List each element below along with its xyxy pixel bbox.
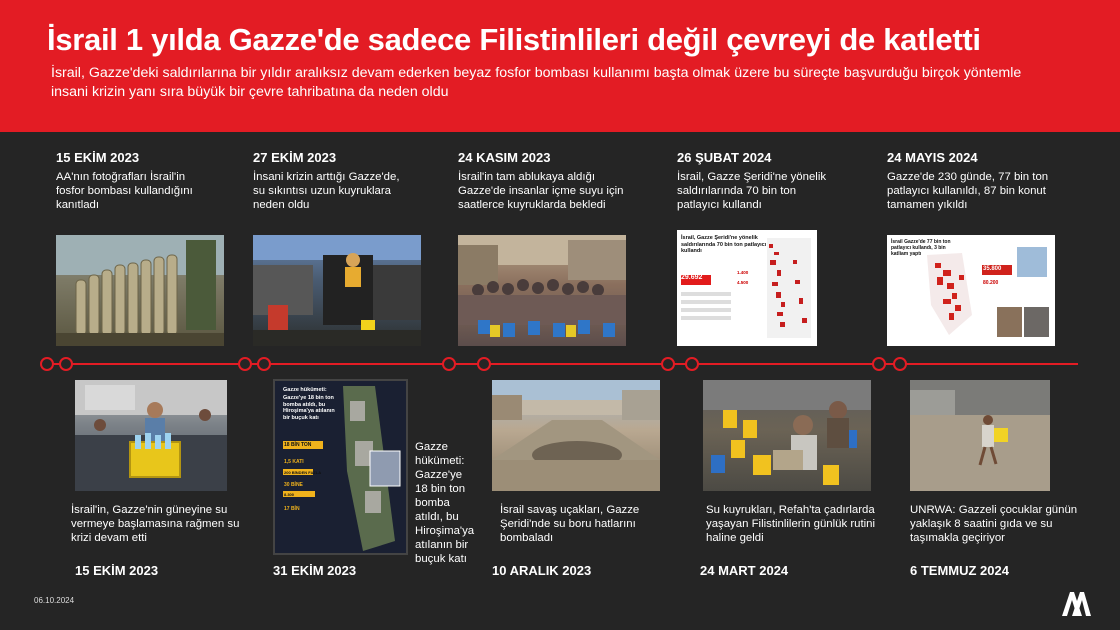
infographic-70k-tons — [677, 230, 817, 346]
event-text: İsrail'in, Gazze'nin güneyine su vermeye başlamasına rağmen su krizi devam etti — [71, 504, 240, 544]
infographic-18k-tons — [273, 379, 408, 555]
infographic-stat: 35.800 — [983, 266, 1002, 272]
infographic-title: İsrail Gazze'de 77 bin ton patlayıcı kullandı, 3 bin katliam yaptı — [891, 239, 951, 257]
infographic-stat: 1.400 — [737, 270, 749, 275]
infographic-stat: 1,5 KATI — [284, 459, 304, 465]
infographic-stat: 17 BİN — [284, 506, 300, 512]
water-crisis-photo — [75, 380, 227, 491]
timeline-dot — [442, 357, 456, 371]
event-text: İsrail'in tam ablukaya aldığı Gazze'de insanlar içme suyu için saatlerce kuyruklarda bekledi — [458, 171, 624, 211]
event-text: Gazze hükümeti: Gazze'ye 18 bin ton bomba atıldı, bu Hiroşima'ya atılanın bir buçuk katı — [415, 441, 475, 565]
timeline-dot — [257, 357, 271, 371]
infographic-headline: Gazze'ye 18 bin ton bomba atıldı, bu Hiroşima'ya atılanın bir buçuk katı — [283, 395, 335, 421]
page-subtitle: İsrail, Gazze'deki saldırılarına bir yıldır aralıksız devam ederken beyaz fosfor bombası kullanımı başta olmak üzere bu süreçte başvurduğu birçok yöntemle insani krizin yanı sıra büyük bir çevre tahribatına da neden oldu — [51, 65, 1022, 100]
event-text: AA'nın fotoğrafları İsrail'in fosfor bombası kullandığını kanıtladı — [56, 171, 193, 211]
timeline-dot — [872, 357, 886, 371]
infographic-title: Gazze hükümeti: — [283, 387, 327, 393]
event-date: 15 EKİM 2023 — [75, 563, 159, 578]
timeline-dot — [40, 357, 54, 371]
infographic-stat: 80.200 — [983, 280, 999, 286]
infographic-stat: 30 BİNE — [284, 482, 303, 488]
pipeline-bombed-photo — [492, 380, 660, 491]
water-queue-photo — [253, 235, 421, 346]
timeline-dot — [238, 357, 252, 371]
event-text: Su kuyrukları, Refah'ta çadırlarda yaşayan Filistinlilerin günlük rutini haline geldi — [706, 504, 876, 544]
infographic-stat: 4.500 — [737, 280, 749, 285]
infographic-stat: 29.692 — [681, 274, 703, 281]
event-date: 24 KASIM 2023 — [458, 150, 551, 165]
event-date: 15 EKİM 2023 — [56, 150, 140, 165]
event-date: 27 EKİM 2023 — [253, 150, 337, 165]
publish-date: 06.10.2024 — [34, 596, 75, 605]
timeline-dot — [477, 357, 491, 371]
event-text: İnsani krizin arttığı Gazze'de, su sıkıntısı uzun kuyruklara neden oldu — [253, 171, 400, 211]
timeline-dot — [59, 357, 73, 371]
aa-logo-icon — [1060, 590, 1092, 618]
event-date: 24 MAYIS 2024 — [887, 150, 978, 165]
header-banner — [0, 0, 1120, 132]
infographic-77k-tons — [887, 235, 1055, 346]
event-text: İsrail savaş uçakları, Gazze Şeridi'nde su boru hatlarını bombaladı — [500, 504, 640, 544]
crowd-water-photo — [458, 235, 626, 346]
timeline-line — [48, 363, 1078, 365]
infographic-stat: 8.300 — [284, 492, 295, 497]
event-text: UNRWA: Gazzeli çocuklar günün yaklaşık 8 saatini gıda ve su taşımakla geçiriyor — [910, 504, 1078, 544]
page-title: İsrail 1 yılda Gazze'de sadece Filistinlileri değil çevreyi de katletti — [47, 22, 981, 57]
rafah-water-queue-photo — [703, 380, 871, 491]
event-text: İsrail, Gazze Şeridi'ne yönelik saldırılarında 70 bin ton patlayıcı kullandı — [677, 171, 827, 211]
infographic-stat: 200 BİNDEN FAZLA — [284, 470, 322, 475]
timeline-dot — [661, 357, 675, 371]
event-date: 31 EKİM 2023 — [273, 563, 357, 578]
event-text: Gazze'de 230 günde, 77 bin ton patlayıcı kullanıldı, 87 bin konut tamamen yıkıldı — [887, 171, 1049, 211]
event-date: 10 ARALIK 2023 — [492, 563, 592, 578]
infographic-stat: 18 BİN TON — [284, 442, 312, 448]
timeline-dot — [893, 357, 907, 371]
event-date: 26 ŞUBAT 2024 — [677, 150, 772, 165]
event-date: 24 MART 2024 — [700, 563, 789, 578]
child-carrying-water-photo — [910, 380, 1050, 491]
infographic-title: İsrail, Gazze Şeridi'ne yönelik saldırılarında 70 bin ton patlayıcı kullandı — [681, 235, 767, 254]
event-date: 6 TEMMUZ 2024 — [910, 563, 1009, 578]
timeline-dot — [685, 357, 699, 371]
phosphorus-bomb-photo — [56, 235, 224, 346]
